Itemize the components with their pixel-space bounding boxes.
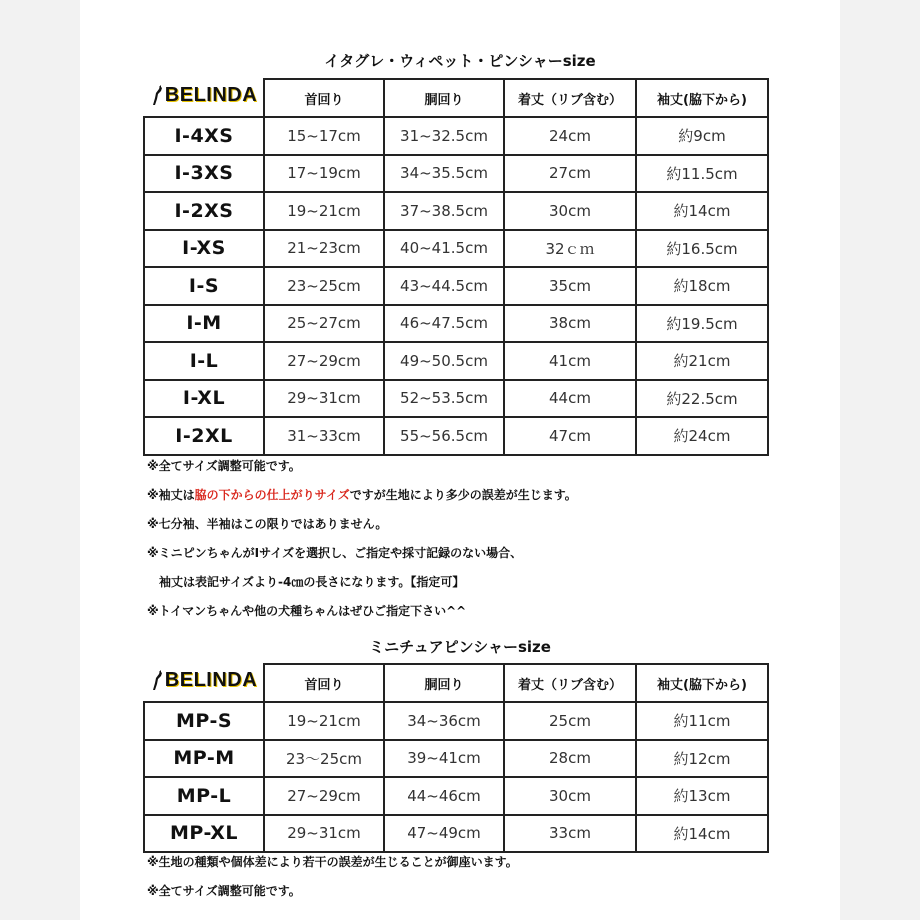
neck-value: 25~27cm xyxy=(264,305,384,343)
length-value: 35cm xyxy=(504,267,636,305)
note-fabric-variance: ※生地の種類や個体差により若干の誤差が生じることが御座います。 xyxy=(147,855,518,869)
neck-value: 23~25cm xyxy=(264,267,384,305)
brand-logo-text: BELINDA xyxy=(164,84,258,107)
neck-value: 17~19cm xyxy=(264,155,384,193)
neck-value: 31~33cm xyxy=(264,417,384,455)
note-highlight: 脇の下からの仕上がりサイズ xyxy=(194,488,350,502)
chest-value: 34~35.5cm xyxy=(384,155,504,193)
col-header-neck: 首回り xyxy=(264,664,384,702)
neck-value: 29~31cm xyxy=(264,380,384,418)
sleeve-value: 約14cm xyxy=(636,815,768,853)
size-label: I-3XS xyxy=(144,155,264,193)
chest-value: 49~50.5cm xyxy=(384,342,504,380)
dog-silhouette-icon xyxy=(150,670,164,692)
section1-title: イタグレ・ウィペット・ピンシャーsize xyxy=(324,52,596,70)
size-label: I-4XS xyxy=(144,117,264,155)
chest-value: 40~41.5cm xyxy=(384,230,504,268)
neck-value: 19~21cm xyxy=(264,192,384,230)
section2-size-table xyxy=(143,663,769,853)
size-label: MP-L xyxy=(144,777,264,815)
size-chart-sheet xyxy=(80,0,840,920)
size-label: I-XL xyxy=(144,380,264,418)
size-row xyxy=(144,230,768,268)
col-header-sleeve: 袖丈(脇下から) xyxy=(636,79,768,117)
sleeve-value: 約9cm xyxy=(636,117,768,155)
size-row xyxy=(144,417,768,455)
size-label: I-2XS xyxy=(144,192,264,230)
chest-value: 34~36cm xyxy=(384,702,504,740)
brand-logo xyxy=(144,664,264,702)
sleeve-value: 約13cm xyxy=(636,777,768,815)
sleeve-value: 約14cm xyxy=(636,192,768,230)
chest-value: 37~38.5cm xyxy=(384,192,504,230)
sleeve-value: 約16.5cm xyxy=(636,230,768,268)
note-minipin-i-size: ※ミニピンちゃんがIサイズを選択し、ご指定や採寸記録のない場合、 xyxy=(147,546,523,560)
length-value: 38cm xyxy=(504,305,636,343)
length-value: 44cm xyxy=(504,380,636,418)
length-value: 33cm xyxy=(504,815,636,853)
sleeve-value: 約22.5cm xyxy=(636,380,768,418)
chest-value: 46~47.5cm xyxy=(384,305,504,343)
length-value: 41cm xyxy=(504,342,636,380)
size-row xyxy=(144,267,768,305)
neck-value: 27~29cm xyxy=(264,777,384,815)
size-label: I-XS xyxy=(144,230,264,268)
sleeve-value: 約24cm xyxy=(636,417,768,455)
size-row xyxy=(144,155,768,193)
section1-size-table xyxy=(143,78,769,456)
chest-value: 39~41cm xyxy=(384,740,504,778)
brand-logo xyxy=(144,79,264,117)
neck-value: 15~17cm xyxy=(264,117,384,155)
sleeve-value: 約21cm xyxy=(636,342,768,380)
length-value: 25cm xyxy=(504,702,636,740)
col-header-length: 着丈（リブ含む） xyxy=(504,664,636,702)
sleeve-value: 約19.5cm xyxy=(636,305,768,343)
note-adjustable: ※全てサイズ調整可能です。 xyxy=(147,884,301,898)
size-row xyxy=(144,192,768,230)
sleeve-value: 約11cm xyxy=(636,702,768,740)
size-row xyxy=(144,342,768,380)
chest-value: 47~49cm xyxy=(384,815,504,853)
size-row xyxy=(144,815,768,853)
size-row xyxy=(144,777,768,815)
note-sleeve-length: ※袖丈は脇の下からの仕上がりサイズですが生地により多少の誤差が生じます。 xyxy=(147,488,577,502)
length-value: 27cm xyxy=(504,155,636,193)
sleeve-value: 約12cm xyxy=(636,740,768,778)
section2-notes xyxy=(147,848,518,906)
length-value: 32ｃｍ xyxy=(504,230,636,268)
size-label: MP-S xyxy=(144,702,264,740)
section2-title: ミニチュアピンシャーsize xyxy=(369,638,551,656)
size-row xyxy=(144,740,768,778)
brand-logo-text: BELINDA xyxy=(164,669,258,692)
header-row xyxy=(144,664,768,702)
chest-value: 52~53.5cm xyxy=(384,380,504,418)
note-other-breeds: ※トイマンちゃんや他の犬種ちゃんはぜひご指定下さい^^ xyxy=(147,604,467,618)
col-header-length: 着丈（リブ含む） xyxy=(504,79,636,117)
note-sleeve-minus: 袖丈は表記サイズより-4㎝の長さになります。【指定可】 xyxy=(159,575,465,589)
chest-value: 55~56.5cm xyxy=(384,417,504,455)
sleeve-value: 約11.5cm xyxy=(636,155,768,193)
chest-value: 31~32.5cm xyxy=(384,117,504,155)
neck-value: 21~23cm xyxy=(264,230,384,268)
dog-silhouette-icon xyxy=(150,85,164,107)
length-value: 24cm xyxy=(504,117,636,155)
col-header-neck: 首回り xyxy=(264,79,384,117)
neck-value: 19~21cm xyxy=(264,702,384,740)
length-value: 30cm xyxy=(504,192,636,230)
size-row xyxy=(144,702,768,740)
size-label: MP-M xyxy=(144,740,264,778)
size-label: I-S xyxy=(144,267,264,305)
size-row xyxy=(144,117,768,155)
length-value: 47cm xyxy=(504,417,636,455)
size-label: I-M xyxy=(144,305,264,343)
chest-value: 43~44.5cm xyxy=(384,267,504,305)
length-value: 28cm xyxy=(504,740,636,778)
section1-notes xyxy=(147,452,577,626)
length-value: 30cm xyxy=(504,777,636,815)
note-adjustable: ※全てサイズ調整可能です。 xyxy=(147,459,301,473)
col-header-chest: 胴回り xyxy=(384,79,504,117)
chest-value: 44~46cm xyxy=(384,777,504,815)
neck-value: 27~29cm xyxy=(264,342,384,380)
size-label: I-2XL xyxy=(144,417,264,455)
neck-value: 23～25cm xyxy=(264,740,384,778)
col-header-sleeve: 袖丈(脇下から) xyxy=(636,664,768,702)
size-row xyxy=(144,380,768,418)
note-short-sleeve: ※七分袖、半袖はこの限りではありません。 xyxy=(147,517,388,531)
neck-value: 29~31cm xyxy=(264,815,384,853)
header-row xyxy=(144,79,768,117)
size-label: MP-XL xyxy=(144,815,264,853)
col-header-chest: 胴回り xyxy=(384,664,504,702)
sleeve-value: 約18cm xyxy=(636,267,768,305)
size-label: I-L xyxy=(144,342,264,380)
size-row xyxy=(144,305,768,343)
